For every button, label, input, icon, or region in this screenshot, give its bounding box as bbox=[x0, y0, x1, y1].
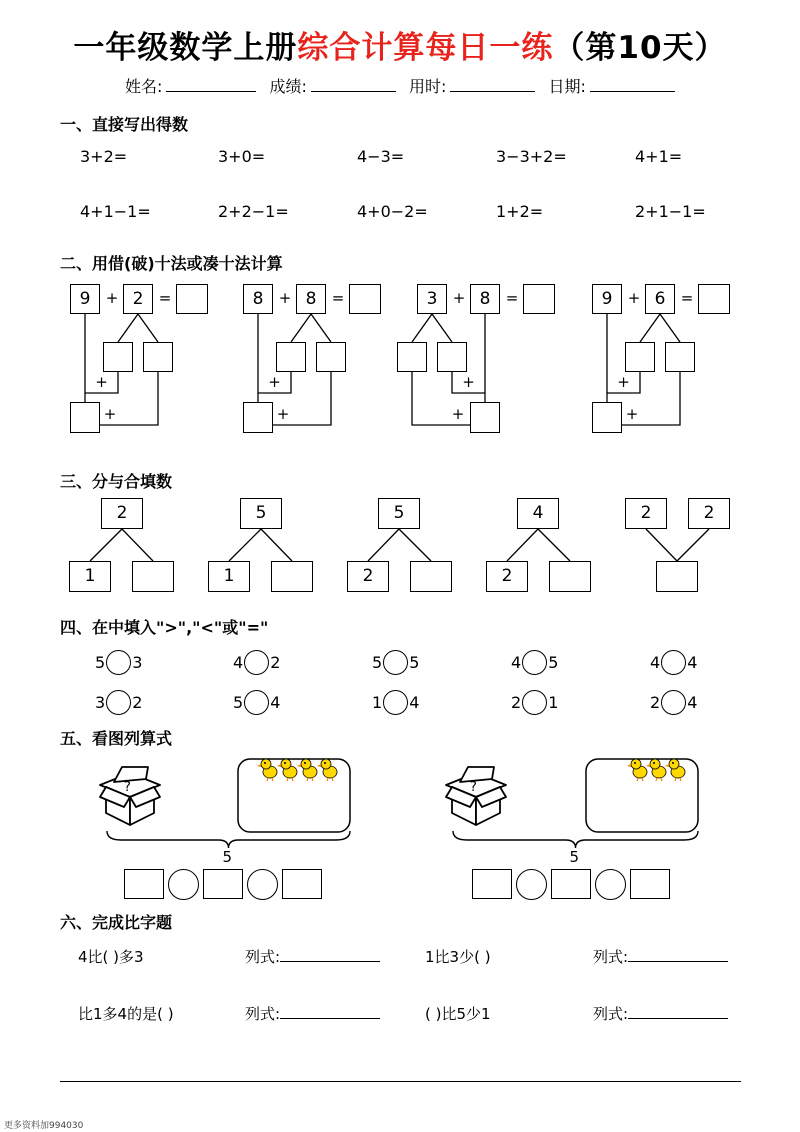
plus-sign: + bbox=[452, 289, 466, 307]
direct-expression: 3−3+2= bbox=[496, 147, 567, 166]
plus-sign: + bbox=[105, 289, 119, 307]
section-3-heading: 三、分与合填数 bbox=[60, 472, 173, 491]
direct-expression: 2+1−1= bbox=[635, 202, 706, 221]
time-label: 用时: bbox=[409, 77, 447, 96]
addend-b-box: 8 bbox=[296, 284, 326, 314]
compare-left: 1 bbox=[372, 692, 383, 712]
compare-left: 5 bbox=[372, 652, 383, 672]
compare-left: 5 bbox=[233, 692, 244, 712]
section-4-heading: 四、在中填入">","<"或"=" bbox=[60, 618, 269, 637]
operator-circle[interactable] bbox=[516, 869, 547, 900]
operator-circle[interactable] bbox=[168, 869, 199, 900]
direct-expression: 1+2= bbox=[496, 202, 544, 221]
plus-sign: + bbox=[278, 289, 292, 307]
addend-b-box: 6 bbox=[645, 284, 675, 314]
brace bbox=[453, 831, 698, 848]
compare-right: 2 bbox=[132, 692, 143, 712]
total-label: 5 bbox=[222, 848, 233, 866]
plus-mark: + bbox=[617, 373, 630, 391]
equals-sign: = bbox=[158, 289, 172, 307]
direct-expression: 2+2−1= bbox=[218, 202, 289, 221]
merge-part-b: 2 bbox=[688, 498, 730, 529]
whole-box: 2 bbox=[101, 498, 143, 529]
name-label: 姓名: bbox=[125, 77, 163, 96]
equation-box[interactable] bbox=[551, 869, 591, 899]
brace bbox=[107, 831, 350, 848]
plus-mark: + bbox=[462, 373, 475, 391]
section-6-heading: 六、完成比字题 bbox=[60, 913, 173, 932]
whole-box: 5 bbox=[240, 498, 282, 529]
plus-sign: + bbox=[627, 289, 641, 307]
formula-3[interactable]: 列式: bbox=[245, 1003, 380, 1024]
word-problem-3: 比1多4的是( ) bbox=[78, 1005, 174, 1023]
equation-box[interactable] bbox=[472, 869, 512, 899]
date-label: 日期: bbox=[548, 77, 586, 96]
compare-right: 4 bbox=[409, 692, 420, 712]
direct-expression: 3+0= bbox=[218, 147, 266, 166]
section-5-heading: 五、看图列算式 bbox=[60, 729, 173, 748]
footer-rule bbox=[60, 1081, 741, 1082]
equation-box[interactable] bbox=[124, 869, 164, 899]
direct-expression: 4+1= bbox=[635, 147, 683, 166]
formula-4[interactable]: 列式: bbox=[593, 1003, 728, 1024]
plus-mark: + bbox=[95, 373, 108, 391]
part-known-box: 1 bbox=[208, 561, 250, 592]
compare-left: 5 bbox=[95, 652, 106, 672]
plus-mark: + bbox=[451, 405, 465, 423]
compare-left: 4 bbox=[233, 652, 244, 672]
formula-1[interactable]: 列式: bbox=[245, 946, 380, 967]
mystery-box-icon bbox=[100, 767, 160, 825]
merge-part-a: 2 bbox=[625, 498, 667, 529]
compare-left: 2 bbox=[650, 692, 661, 712]
compare-right: 5 bbox=[409, 652, 420, 672]
equals-sign: = bbox=[331, 289, 345, 307]
section-2-heading: 二、用借(破)十法或凑十法计算 bbox=[60, 254, 283, 273]
compare-right: 2 bbox=[270, 652, 281, 672]
plus-mark: + bbox=[276, 405, 290, 423]
score-label: 成绩: bbox=[269, 77, 307, 96]
addend-b-box: 2 bbox=[123, 284, 153, 314]
compare-right: 1 bbox=[548, 692, 559, 712]
word-problem-4: ( )比5少1 bbox=[425, 1005, 491, 1023]
direct-expression: 4+0−2= bbox=[357, 202, 428, 221]
operator-circle[interactable] bbox=[595, 869, 626, 900]
direct-expression: 3+2= bbox=[80, 147, 128, 166]
compare-right: 4 bbox=[270, 692, 281, 712]
equation-box[interactable] bbox=[203, 869, 243, 899]
addend-a-box: 9 bbox=[592, 284, 622, 314]
whole-box: 5 bbox=[378, 498, 420, 529]
part-known-box: 2 bbox=[347, 561, 389, 592]
compare-right: 3 bbox=[132, 652, 143, 672]
title-highlight: 综合计算每日一练 bbox=[297, 30, 554, 66]
word-problem-1: 4比( )多3 bbox=[78, 948, 144, 966]
svg-text:?: ? bbox=[124, 780, 131, 795]
page-title: 一年级数学上册综合计算每日一练（第10天） bbox=[73, 30, 727, 66]
addend-b-box: 8 bbox=[470, 284, 500, 314]
word-problem-2: 1比3少( ) bbox=[425, 948, 491, 966]
equation-box[interactable] bbox=[282, 869, 322, 899]
part-known-box: 1 bbox=[69, 561, 111, 592]
compare-left: 4 bbox=[511, 652, 522, 672]
plus-mark: + bbox=[268, 373, 281, 391]
compare-left: 4 bbox=[650, 652, 661, 672]
formula-2[interactable]: 列式: bbox=[593, 946, 728, 967]
svg-text:?: ? bbox=[470, 780, 477, 795]
compare-left: 2 bbox=[511, 692, 522, 712]
equation-box[interactable] bbox=[630, 869, 670, 899]
section-1-heading: 一、直接写出得数 bbox=[60, 115, 189, 134]
addend-a-box: 8 bbox=[243, 284, 273, 314]
compare-right: 5 bbox=[548, 652, 559, 672]
compare-right: 4 bbox=[687, 692, 698, 712]
plus-mark: + bbox=[625, 405, 639, 423]
direct-expression: 4+1−1= bbox=[80, 202, 151, 221]
mystery-box-icon bbox=[446, 767, 506, 825]
direct-expression: 4−3= bbox=[357, 147, 405, 166]
part-known-box: 2 bbox=[486, 561, 528, 592]
compare-left: 3 bbox=[95, 692, 106, 712]
equals-sign: = bbox=[505, 289, 519, 307]
total-label: 5 bbox=[569, 848, 580, 866]
plus-mark: + bbox=[103, 405, 117, 423]
whole-box: 4 bbox=[517, 498, 559, 529]
addend-a-box: 9 bbox=[70, 284, 100, 314]
operator-circle[interactable] bbox=[247, 869, 278, 900]
compare-right: 4 bbox=[687, 652, 698, 672]
addend-a-box: 3 bbox=[417, 284, 447, 314]
footer-note: 更多资料加994030 bbox=[4, 1121, 84, 1131]
equals-sign: = bbox=[680, 289, 694, 307]
